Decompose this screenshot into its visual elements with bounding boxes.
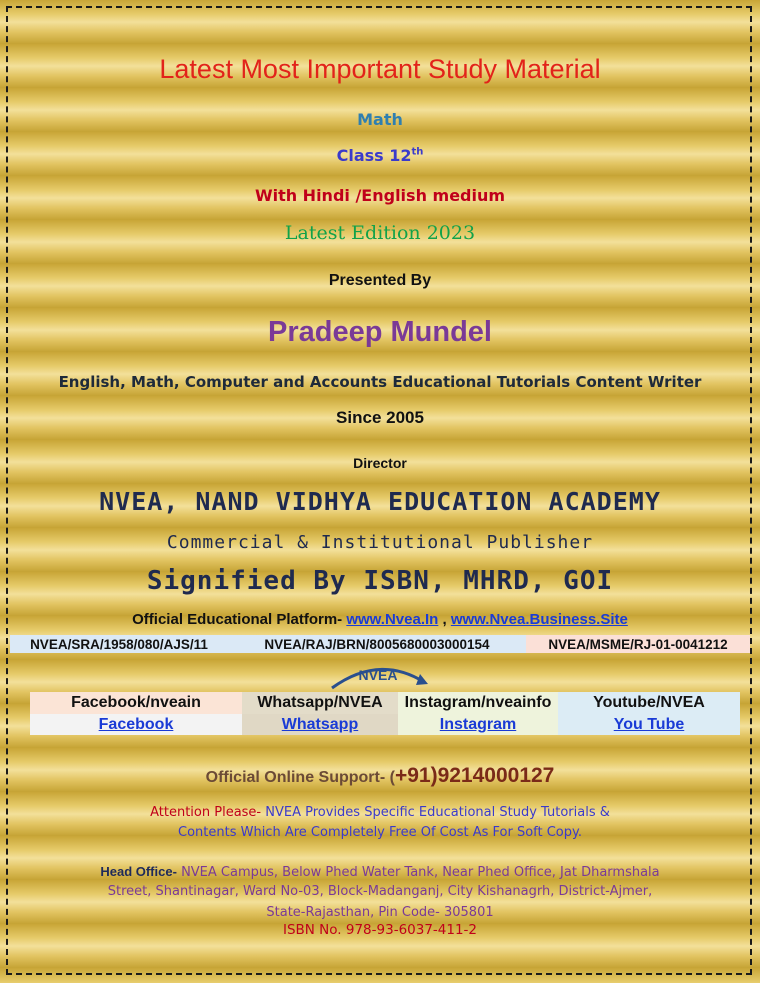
author-role: English, Math, Computer and Accounts Educational Tutorials Content Writer bbox=[58, 373, 702, 391]
document-title: Latest Most Important Study Material bbox=[159, 54, 601, 84]
attention-text-1: NVEA Provides Specific Educational Study Tutorials & bbox=[265, 805, 610, 820]
support-line bbox=[0, 764, 760, 788]
youtube-handle: Youtube/NVEA bbox=[558, 692, 740, 714]
nvea-in-link[interactable]: www.Nvea.In bbox=[346, 611, 439, 628]
author-name: Pradeep Mundel bbox=[268, 316, 492, 348]
address-line-3: State-Rajasthan, Pin Code- 305801 bbox=[266, 905, 494, 920]
facebook-handle: Facebook/nveain bbox=[30, 692, 242, 714]
social-youtube bbox=[558, 692, 740, 735]
class-label bbox=[0, 146, 760, 165]
platform-separator: , bbox=[442, 611, 447, 628]
director-label: Director bbox=[353, 455, 407, 471]
nvea-logo-text: NVEA bbox=[358, 667, 398, 683]
class-suffix: th bbox=[411, 146, 424, 158]
nvea-business-link[interactable]: www.Nvea.Business.Site bbox=[450, 611, 628, 628]
address-line-1 bbox=[0, 864, 760, 880]
social-facebook bbox=[30, 692, 242, 735]
youtube-link[interactable]: You Tube bbox=[558, 714, 740, 735]
registration-sra: NVEA/SRA/1958/080/AJS/11 bbox=[10, 635, 228, 653]
publisher-label: Commercial & Institutional Publisher bbox=[166, 532, 594, 553]
support-label: Official Online Support- ( bbox=[205, 769, 395, 786]
address-text-1: NVEA Campus, Below Phed Water Tank, Near Phed Office, Jat Dharmshala bbox=[181, 865, 660, 880]
registration-msme: NVEA/MSME/RJ-01-0041212 bbox=[526, 635, 750, 653]
social-whatsapp bbox=[242, 692, 398, 735]
facebook-link[interactable]: Facebook bbox=[30, 714, 242, 735]
edition-label: Latest Edition 2023 bbox=[284, 222, 476, 244]
registration-brn: NVEA/RAJ/BRN/8005680003000154 bbox=[228, 635, 526, 653]
platform-line bbox=[0, 611, 760, 628]
address-line-2: Street, Shantinagar, Ward No-03, Block-Madanganj, City Kishanagrh, District-Ajmer, bbox=[107, 884, 653, 899]
platform-label: Official Educational Platform- bbox=[132, 611, 343, 628]
medium-label: With Hindi /English medium bbox=[254, 186, 506, 205]
class-text: Class 12 bbox=[336, 146, 412, 165]
isbn-number: ISBN No. 978-93-6037-411-2 bbox=[282, 922, 478, 938]
attention-line-1 bbox=[0, 805, 760, 820]
presented-by: Presented By bbox=[328, 272, 432, 289]
address-label: Head Office- bbox=[100, 864, 177, 879]
instagram-link[interactable]: Instagram bbox=[398, 714, 558, 735]
academy-name: NVEA, NAND VIDHYA EDUCATION ACADEMY bbox=[99, 487, 661, 516]
subject-label: Math bbox=[357, 110, 403, 129]
signified-line: Signified By ISBN, MHRD, GOI bbox=[146, 566, 614, 596]
attention-line-2: Contents Which Are Completely Free Of Cost As For Soft Copy. bbox=[178, 825, 582, 840]
social-instagram bbox=[398, 692, 558, 735]
registration-bar bbox=[10, 635, 750, 653]
whatsapp-link[interactable]: Whatsapp bbox=[242, 714, 398, 735]
social-table bbox=[30, 692, 740, 735]
since-year: Since 2005 bbox=[336, 408, 424, 427]
whatsapp-handle: Whatsapp/NVEA bbox=[242, 692, 398, 714]
attention-label: Attention Please- bbox=[150, 805, 262, 820]
support-phone: +91)9214000127 bbox=[394, 764, 555, 787]
instagram-handle: Instagram/nveainfo bbox=[398, 692, 558, 714]
